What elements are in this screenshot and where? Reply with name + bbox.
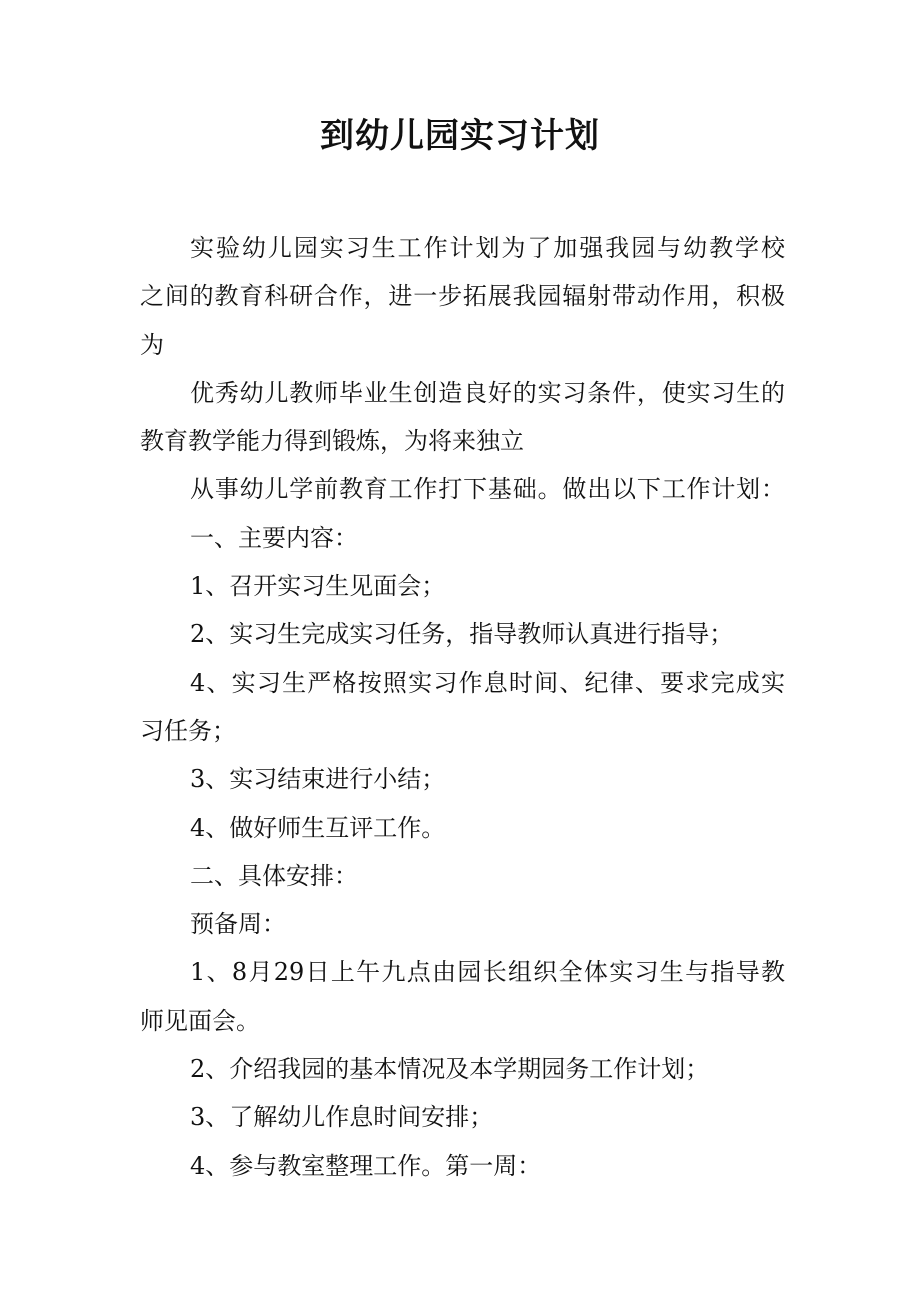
list-item: 2、实习生完成实习任务，指导教师认真进行指导；: [190, 620, 734, 649]
subsection-heading: 预备周：: [190, 910, 286, 939]
list-item: 3、了解幼儿作息时间安排；: [190, 1103, 494, 1132]
document-title: 到幼儿园实习计划: [320, 116, 600, 156]
paragraph-line: 优秀幼儿教师毕业生创造良好的实习条件，使实习生的: [190, 378, 785, 407]
paragraph-line: 教育教学能力得到锻炼，为将来独立: [140, 427, 524, 456]
paragraph-line: 之间的教育科研合作，进一步拓展我园辐射带动作用，积极: [140, 282, 785, 311]
paragraph-line: 从事幼儿学前教育工作打下基础。做出以下工作计划：: [190, 475, 785, 504]
paragraph-line: 实验幼儿园实习生工作计划为了加强我园与幼教学校: [190, 234, 785, 262]
list-item-continuation: 习任务；: [140, 716, 236, 745]
list-item: 1、8月29日上午九点由园长组织全体实习生与指导教: [190, 958, 785, 987]
section-heading: 一、主要内容：: [190, 523, 358, 552]
list-item: 4、实习生严格按照实习作息时间、纪律、要求完成实: [190, 668, 785, 697]
section-heading: 二、具体安排：: [190, 861, 358, 890]
list-item-continuation: 师见面会。: [140, 1006, 260, 1035]
list-item: 3、实习结束进行小结；: [190, 765, 446, 794]
paragraph-line: 为: [140, 330, 164, 359]
list-item: 1、召开实习生见面会；: [190, 572, 446, 601]
list-item: 4、参与教室整理工作。第一周：: [190, 1151, 542, 1180]
list-item: 4、做好师生互评工作。: [190, 813, 446, 842]
document-body: [140, 224, 785, 1190]
list-item: 2、介绍我园的基本情况及本学期园务工作计划；: [190, 1055, 710, 1084]
